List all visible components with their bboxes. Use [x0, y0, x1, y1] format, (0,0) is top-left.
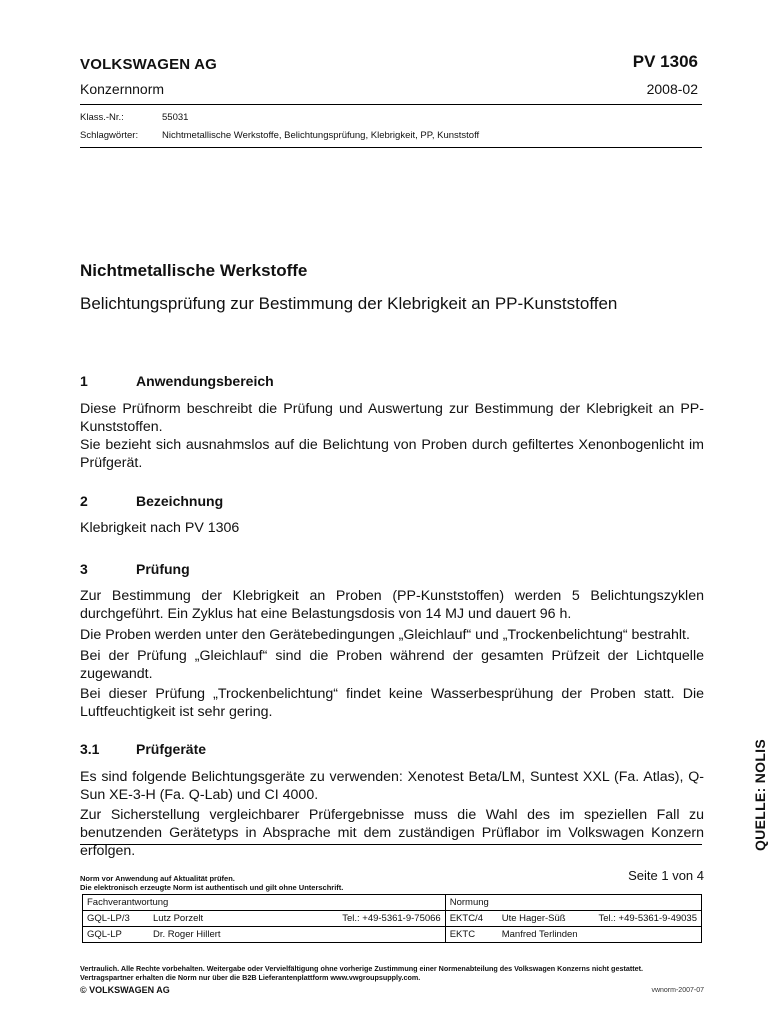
klass-value: 55031 [162, 112, 189, 123]
section-heading: Anwendungsbereich [136, 373, 274, 389]
keywords-value: Nichtmetallische Werkstoffe, Belichtungsprüfung, Klebrigkeit, PP, Kunststoff [162, 130, 480, 141]
section-heading: Prüfung [136, 561, 190, 577]
table-row [83, 927, 702, 943]
table-cell: GQL-LP [83, 927, 150, 943]
source-side-label-text: QUELLE: NOLIS [752, 738, 768, 852]
table-cell [272, 927, 446, 943]
page-indicator: Seite 1 von 4 [628, 868, 704, 883]
footer-divider [80, 844, 702, 845]
section-number: 3.1 [80, 741, 100, 757]
source-side-label [740, 735, 768, 855]
klass-label: Klass.-Nr.: [80, 112, 124, 123]
company-name: VOLKSWAGEN AG [80, 56, 218, 73]
norm-number: PV 1306 [632, 52, 698, 71]
paragraph: Zur Sicherstellung vergleichbarer Prüfergebnisse muss die Wahl des im speziellen Fall zu benutzenden Gerätetyps in Absprache mit dem zuständigen Prüflabor im Volkswagen Konzern erfolgen. [80, 807, 704, 859]
confidentiality-note: Vertraulich. Alle Rechte vorbehalten. Weitergabe oder Vervielfältigung ohne vorherige Zustimmung einer Normenabteilung des Volkswagen Konzerns nicht gestattet. [80, 964, 644, 973]
meta-divider [80, 147, 702, 148]
paragraph: Es sind folgende Belichtungsgeräte zu verwenden: Xenotest Beta/LM, Suntest XXL (Fa. Atlas), Q-Sun XE-3-H (Fa. Q-Lab) und CI 4000. [80, 769, 704, 803]
table-cell: GQL-LP/3 [83, 911, 150, 927]
table-cell: EKTC/4 [445, 911, 498, 927]
table-cell: Lutz Porzelt [149, 911, 272, 927]
confidentiality-note: Vertragspartner erhalten die Norm nur über die B2B Lieferantenplattform www.vwgroupsupply.com. [80, 973, 421, 982]
table-cell: EKTC [445, 927, 498, 943]
table-cell: Tel.: +49-5361-9-75066 [272, 911, 446, 927]
section-number: 3 [80, 561, 88, 577]
header-divider [80, 104, 702, 105]
table-cell: Tel.: +49-5361-9-49035 [587, 911, 701, 927]
paragraph: Die Proben werden unter den Gerätebedingungen „Gleichlauf“ und „Trockenbelichtung“ bestrahlt. [80, 627, 690, 643]
paragraph: Bei dieser Prüfung „Trockenbelichtung“ findet keine Wasserbesprühung der Proben statt. Die Luftfeuchtigkeit ist sehr gering. [80, 686, 704, 720]
table-header-cell: Normung [445, 895, 701, 911]
table-cell [587, 927, 701, 943]
table-row [83, 895, 702, 911]
footer-note: Norm vor Anwendung auf Aktualität prüfen. [80, 874, 235, 883]
section-number: 2 [80, 493, 88, 509]
table-cell: Ute Hager-Süß [498, 911, 588, 927]
paragraph: Diese Prüfnorm beschreibt die Prüfung und Auswertung zur Bestimmung der Klebrigkeit an PP-Kunststoffen. [80, 401, 704, 435]
section-number: 1 [80, 373, 88, 389]
section-heading: Prüfgeräte [136, 741, 207, 757]
table-header-cell: Fachverantwortung [83, 895, 446, 911]
paragraph: Bei der Prüfung „Gleichlauf“ sind die Proben während der gesamten Prüfzeit der Lichtquelle zugewandt. [80, 648, 704, 682]
paragraph: Zur Bestimmung der Klebrigkeit an Proben (PP-Kunststoffen) werden 5 Belichtungszyklen durchgeführt. Ein Zyklus hat eine Belastungsdosis von 14 MJ und dauert 96 h. [80, 588, 704, 622]
document-subtitle: Belichtungsprüfung zur Bestimmung der Klebrigkeit an PP-Kunststoffen [80, 294, 618, 313]
paragraph: Klebrigkeit nach PV 1306 [80, 520, 240, 536]
document-date: 2008-02 [646, 81, 698, 97]
table-cell: Dr. Roger Hillert [149, 927, 272, 943]
footer-note: Die elektronisch erzeugte Norm ist authentisch und gilt ohne Unterschrift. [80, 883, 344, 892]
table-row [83, 911, 702, 927]
copyright: © VOLKSWAGEN AG [80, 985, 170, 995]
section-heading: Bezeichnung [136, 493, 224, 509]
keywords-label: Schlagwörter: [80, 130, 139, 141]
paragraph: Sie bezieht sich ausnahmslos auf die Belichtung von Proben durch gefiltertes Xenonbogenlicht im Prüfgerät. [80, 437, 704, 471]
table-cell: Manfred Terlinden [498, 927, 588, 943]
responsibility-table [82, 894, 702, 943]
document-title: Nichtmetallische Werkstoffe [80, 261, 308, 280]
form-id: vwnorm-2007-07 [651, 987, 704, 994]
document-type: Konzernnorm [80, 81, 165, 97]
